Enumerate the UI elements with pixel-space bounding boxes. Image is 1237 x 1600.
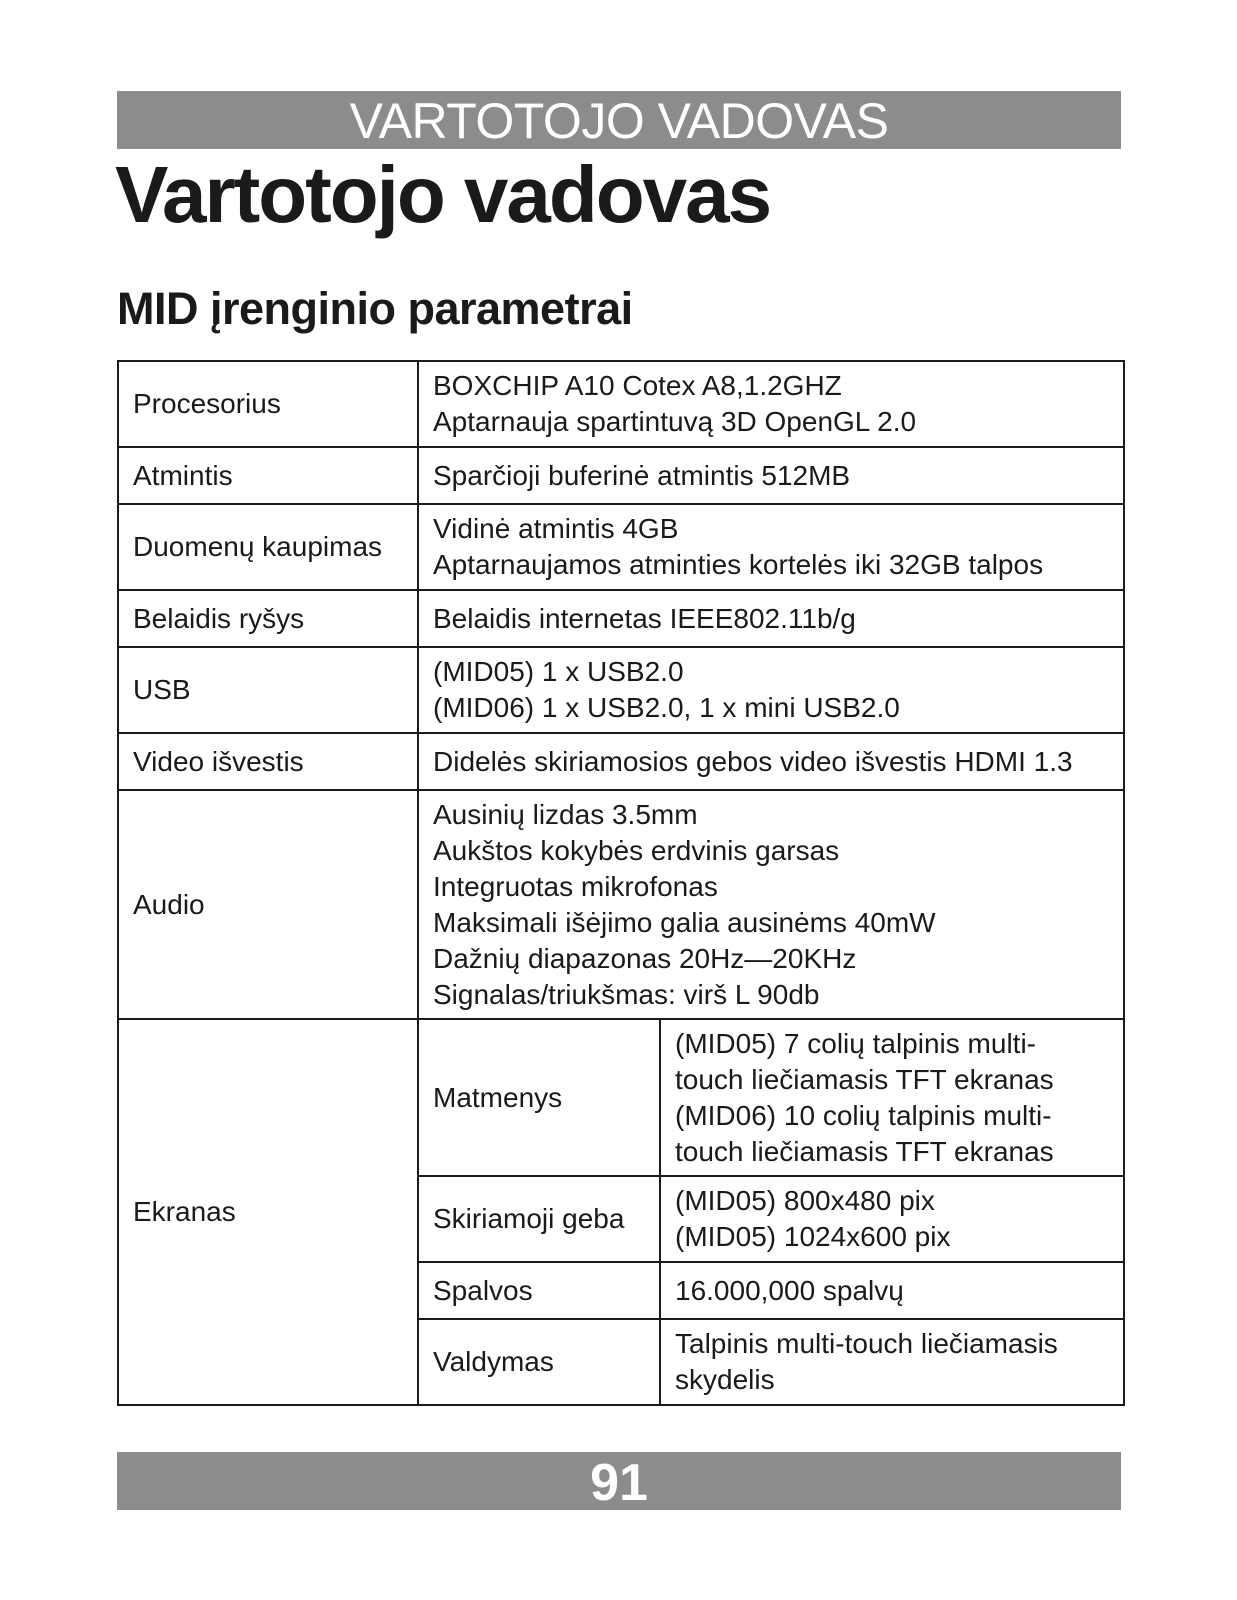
spec-line: Belaidis internetas IEEE802.11b/g xyxy=(433,602,856,634)
table-row xyxy=(118,447,1124,504)
header-banner: VARTOTOJO VADOVAS xyxy=(117,91,1121,149)
spec-value xyxy=(418,361,1124,447)
spec-line: (MID05) 1024x600 pix xyxy=(675,1221,951,1252)
spec-sublabel: Skiriamoji geba xyxy=(418,1176,660,1262)
spec-line: Signalas/triukšmas: virš L 90db xyxy=(433,978,820,1010)
spec-label: Video išvestis xyxy=(118,733,418,790)
section-title: MID įrenginio parametrai xyxy=(117,283,633,334)
spec-label: Ekranas xyxy=(118,1019,418,1405)
spec-line: Talpinis multi-touch liečiamasis xyxy=(675,1328,1058,1359)
spec-line: Integruotas mikrofonas xyxy=(433,870,718,902)
spec-line: Vidinė atmintis 4GB xyxy=(433,513,679,544)
table-row xyxy=(118,647,1124,733)
spec-value xyxy=(418,504,1124,590)
spec-line: (MID06) 1 x USB2.0, 1 x mini USB2.0 xyxy=(433,692,900,723)
spec-label: Atmintis xyxy=(118,447,418,504)
page-number: 91 xyxy=(117,1452,1121,1510)
spec-label: Audio xyxy=(118,790,418,1019)
spec-sublabel: Valdymas xyxy=(418,1319,660,1405)
table-row xyxy=(118,790,1124,1019)
spec-value xyxy=(418,447,1124,504)
spec-line: (MID06) 10 colių talpinis multi- xyxy=(675,1099,1052,1131)
table-row xyxy=(118,1019,1124,1176)
spec-line: 16.000,000 spalvų xyxy=(675,1274,904,1306)
table-row xyxy=(118,590,1124,647)
spec-value xyxy=(418,733,1124,790)
spec-line: (MID05) 800x480 pix xyxy=(675,1185,935,1216)
spec-value xyxy=(660,1319,1124,1405)
spec-line: Sparčioji buferinė atmintis 512MB xyxy=(433,459,851,491)
spec-line: touch liečiamasis TFT ekranas xyxy=(675,1063,1054,1095)
spec-label: Belaidis ryšys xyxy=(118,590,418,647)
spec-line: Aukštos kokybės erdvinis garsas xyxy=(433,834,840,866)
spec-value xyxy=(660,1262,1124,1319)
table-row xyxy=(118,504,1124,590)
spec-value xyxy=(660,1176,1124,1262)
spec-sublabel: Spalvos xyxy=(418,1262,660,1319)
spec-line: touch liečiamasis TFT ekranas xyxy=(675,1135,1054,1167)
spec-label: USB xyxy=(118,647,418,733)
spec-line: Dažnių diapazonas 20Hz—20KHz xyxy=(433,942,857,974)
spec-line: (MID05) 7 colių talpinis multi- xyxy=(675,1027,1036,1059)
spec-label: Procesorius xyxy=(118,361,418,447)
page-title: Vartotojo vadovas xyxy=(115,150,771,239)
spec-line: Ausinių lizdas 3.5mm xyxy=(433,798,698,830)
spec-line: skydelis xyxy=(675,1364,775,1395)
table-row xyxy=(118,361,1124,447)
spec-label: Duomenų kaupimas xyxy=(118,504,418,590)
spec-line: (MID05) 1 x USB2.0 xyxy=(433,656,684,687)
specs-table xyxy=(117,360,1125,1406)
spec-line: Didelės skiriamosios gebos video išvestis HDMI 1.3 xyxy=(433,745,1073,777)
spec-value xyxy=(418,647,1124,733)
spec-sublabel: Matmenys xyxy=(418,1019,660,1176)
spec-line: Aptarnaujamos atminties kortelės iki 32GB talpos xyxy=(433,549,1044,580)
spec-value xyxy=(660,1019,1124,1176)
spec-line: Aptarnauja spartintuvą 3D OpenGL 2.0 xyxy=(433,406,917,437)
spec-line: Maksimali išėjimo galia ausinėms 40mW xyxy=(433,906,936,938)
table-row xyxy=(118,733,1124,790)
spec-line: BOXCHIP A10 Cotex A8,1.2GHZ xyxy=(433,370,842,401)
spec-value xyxy=(418,590,1124,647)
spec-value xyxy=(418,790,1124,1019)
